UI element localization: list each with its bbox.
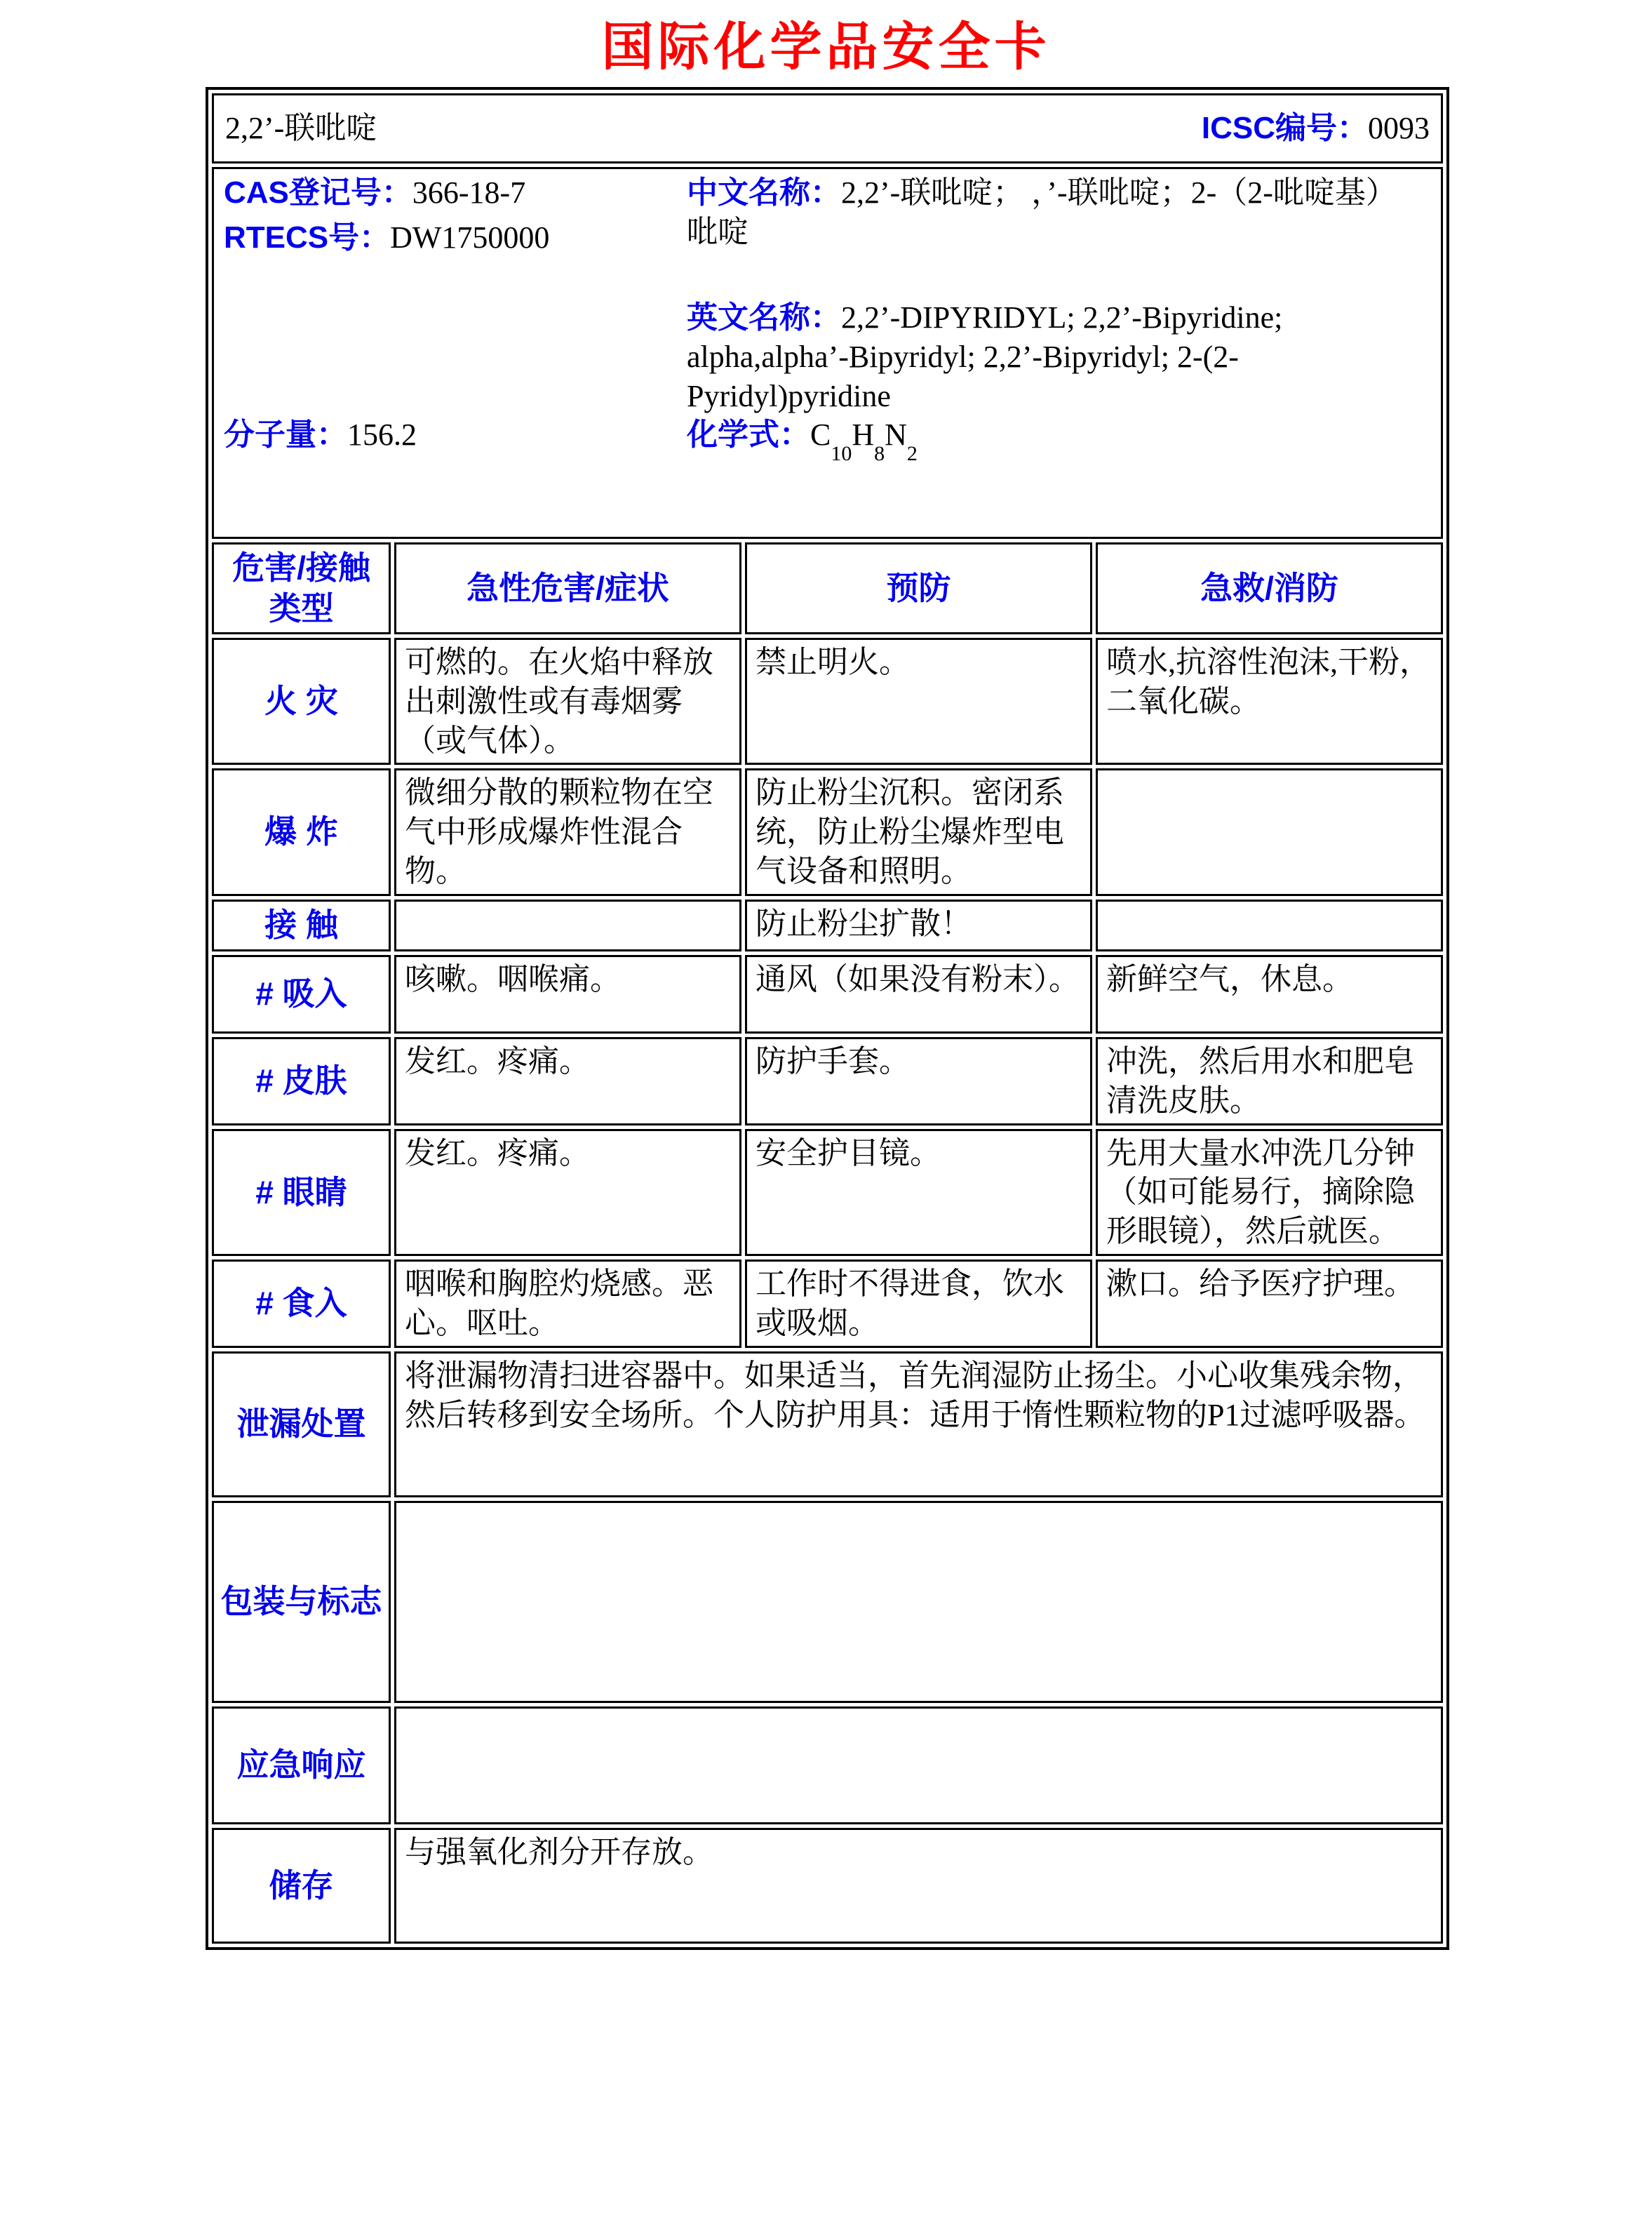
symptoms-cell: 发红。疼痛。 <box>394 1037 741 1125</box>
hazard-row <box>212 1260 1443 1348</box>
prevention-cell: 工作时不得进食，饮水或吸烟。 <box>745 1260 1092 1348</box>
column-header-prevention: 预防 <box>745 542 1092 634</box>
hazard-row <box>212 768 1443 896</box>
hazard-row <box>212 955 1443 1034</box>
identification-section <box>212 167 1443 539</box>
hazard-row-label: 爆 炸 <box>212 768 391 896</box>
name-icsc-row <box>212 93 1443 163</box>
page-title: 国际化学品安全卡 <box>601 17 1051 77</box>
prevention-cell: 禁止明火。 <box>745 638 1092 766</box>
firstaid-cell: 先用大量水冲洗几分钟（如可能易行，摘除隐形眼镜），然后就医。 <box>1096 1129 1443 1257</box>
molecular-weight-value: 156.2 <box>347 417 417 453</box>
firstaid-cell <box>1096 768 1443 896</box>
hazard-row-label: # 皮肤 <box>212 1037 391 1125</box>
chinese-name-label: 中文名称： <box>687 175 841 210</box>
icsc-number-label: ICSC编号： <box>1201 111 1368 146</box>
hazard-wide-row <box>212 1828 1443 1944</box>
cas-label: CAS登记号： <box>224 175 412 210</box>
hazard-row-label: 包装与标志 <box>212 1501 391 1703</box>
column-header-hazard-type: 危害/接触 类型 <box>212 542 391 634</box>
hazard-row-label: 火 灾 <box>212 638 391 766</box>
hazard-row <box>212 638 1443 766</box>
registry-numbers-block <box>224 173 687 415</box>
wide-content-cell: 与强氧化剂分开存放。 <box>394 1828 1443 1944</box>
wide-content-cell: 将泄漏物清扫进容器中。如果适当，首先润湿防止扬尘。小心收集残余物，然后转移到安全场所。个人防护用具：适用于惰性颗粒物的P1过滤呼吸器。 <box>394 1351 1443 1497</box>
hazard-row-label: 接 触 <box>212 900 391 951</box>
hazard-wide-row <box>212 1501 1443 1703</box>
hazard-row <box>212 1129 1443 1257</box>
molecular-weight-block <box>224 415 687 455</box>
icsc-number-group <box>1202 109 1430 148</box>
hazard-row-label: # 食入 <box>212 1260 391 1348</box>
hazard-row-label: # 眼睛 <box>212 1129 391 1257</box>
wide-content-cell <box>394 1501 1443 1703</box>
chemical-name: 2,2’-联吡啶 <box>225 111 377 146</box>
hazard-row <box>212 900 1443 951</box>
wide-content-cell <box>394 1706 1443 1824</box>
chinese-name-value: 2,2’-联吡啶； ，’-联吡啶；2-（2-吡啶基）吡啶 <box>687 175 1397 249</box>
symptoms-cell: 发红。疼痛。 <box>394 1129 741 1257</box>
safety-card-table <box>206 87 1449 1950</box>
hazard-wide-row <box>212 1351 1443 1497</box>
english-name-label: 英文名称： <box>687 300 841 335</box>
icsc-number-value: 0093 <box>1368 111 1430 146</box>
column-header-symptoms: 急性危害/症状 <box>394 542 741 634</box>
chemical-names-block <box>687 173 1431 415</box>
symptoms-cell: 微细分散的颗粒物在空气中形成爆炸性混合物。 <box>394 768 741 896</box>
hazard-row-label: 泄漏处置 <box>212 1351 391 1497</box>
prevention-cell: 防止粉尘扩散！ <box>745 900 1092 951</box>
firstaid-cell: 新鲜空气，休息。 <box>1096 955 1443 1034</box>
cas-value: 366-18-7 <box>412 175 526 210</box>
molecular-weight-label: 分子量： <box>224 417 347 453</box>
hazard-row-label: 应急响应 <box>212 1706 391 1824</box>
chemical-formula-label: 化学式： <box>687 417 810 453</box>
firstaid-cell: 漱口。给予医疗护理。 <box>1096 1260 1443 1348</box>
prevention-cell: 安全护目镜。 <box>745 1129 1092 1257</box>
english-name-value: 2,2’-DIPYRIDYL; 2,2’-Bipyridine; alpha,alpha’-Bipyridyl; 2,2’-Bipyridyl; 2-(2-Pyridyl)pyridine <box>687 300 1283 413</box>
symptoms-cell <box>394 900 741 951</box>
hazard-header-row <box>212 542 1443 634</box>
hazard-row-label: # 吸入 <box>212 955 391 1034</box>
chemical-formula-block <box>687 415 1431 466</box>
hazard-row-label: 储存 <box>212 1828 391 1944</box>
hazard-row <box>212 1037 1443 1125</box>
prevention-cell: 防止粉尘沉积。密闭系统，防止粉尘爆炸型电气设备和照明。 <box>745 768 1092 896</box>
column-header-firstaid: 急救/消防 <box>1096 542 1443 634</box>
prevention-cell: 防护手套。 <box>745 1037 1092 1125</box>
firstaid-cell: 冲洗，然后用水和肥皂清洗皮肤。 <box>1096 1037 1443 1125</box>
firstaid-cell <box>1096 900 1443 951</box>
hazard-rows <box>212 638 1443 1944</box>
symptoms-cell: 咽喉和胸腔灼烧感。恶心。呕吐。 <box>394 1260 741 1348</box>
symptoms-cell: 可燃的。在火焰中释放出刺激性或有毒烟雾（或气体）。 <box>394 638 741 766</box>
rtecs-value: DW1750000 <box>390 220 550 255</box>
symptoms-cell: 咳嗽。咽喉痛。 <box>394 955 741 1034</box>
firstaid-cell: 喷水,抗溶性泡沫,干粉，二氧化碳。 <box>1096 638 1443 766</box>
chemical-formula: $C_{10}H_8N_2$ <box>810 417 918 466</box>
hazard-wide-row <box>212 1706 1443 1824</box>
rtecs-label: RTECS号： <box>224 220 391 255</box>
prevention-cell: 通风（如果没有粉末）。 <box>745 955 1092 1034</box>
